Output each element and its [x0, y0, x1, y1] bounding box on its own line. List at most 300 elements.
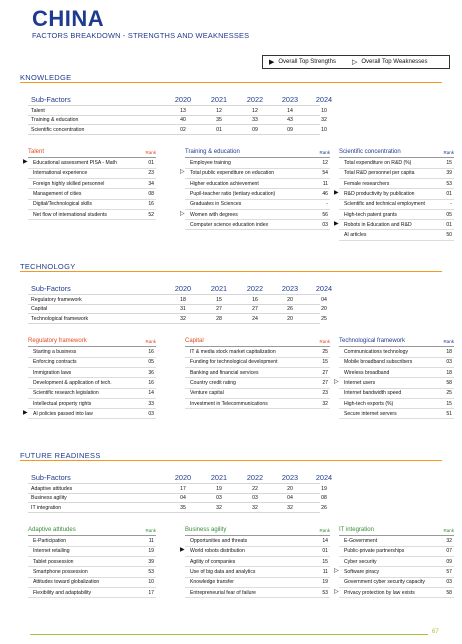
criteria-name: Country credit rating [190, 379, 236, 386]
criteria-row [23, 409, 156, 419]
criteria-row [180, 169, 330, 179]
criteria-name: Employee training [190, 160, 231, 167]
criteria-rank: 15 [322, 558, 328, 565]
criteria-row [185, 159, 330, 169]
criteria-row [185, 557, 330, 567]
rank-label: Rank [145, 528, 156, 533]
year-header: 2022 [246, 95, 264, 104]
sub-factor-name: Regulatory framework [31, 296, 82, 303]
solid-triangle-icon: ▶ [334, 189, 339, 196]
criteria-name: Development & application of tech. [33, 379, 112, 386]
sub-factor-row [28, 124, 327, 134]
criteria-row [334, 567, 454, 577]
year-header: 2023 [281, 95, 299, 104]
sub-factor-row [28, 105, 327, 115]
year-header: 2021 [210, 284, 228, 293]
sub-factor-value: 04 [321, 296, 327, 303]
criteria-row [339, 169, 454, 179]
rank-label: Rank [145, 150, 156, 155]
rank-label: Rank [443, 339, 454, 344]
criteria-name: Knowledge transfer [190, 579, 234, 586]
criteria-row [28, 368, 156, 378]
sub-factor-value: 32 [216, 504, 222, 511]
criteria-rank: 15 [322, 359, 328, 366]
sub-factors-heading: Sub-Factors [31, 284, 71, 293]
sub-factor-value: 04 [180, 495, 186, 501]
criteria-name: Agility of companies [190, 558, 236, 565]
criteria-rank: 18 [446, 349, 452, 356]
criteria-row [28, 399, 156, 409]
criteria-row [339, 368, 454, 378]
sub-factor-value: 02 [180, 126, 186, 133]
criteria-name: High-tech patent grants [344, 211, 397, 218]
criteria-row [339, 537, 454, 547]
criteria-row [185, 179, 330, 189]
sub-factor-value: 35 [216, 117, 222, 123]
legend-strengths-label: Overall Top Strengths [278, 59, 336, 65]
criteria-name: Female researchers [344, 180, 390, 187]
criteria-row [180, 210, 330, 220]
criteria-name: Tablet possession [33, 558, 74, 565]
sub-factor-value: 15 [216, 296, 222, 303]
criteria-row [185, 567, 330, 577]
year-header: 2024 [315, 284, 333, 293]
section-rule [20, 460, 442, 461]
criteria-name: Foreign highly skilled personnel [33, 180, 105, 187]
sub-factor-value: 32 [180, 315, 186, 322]
column-header [339, 526, 454, 536]
criteria-name: Public-private partnerships [344, 548, 405, 555]
sub-factor-name: Training & education [31, 117, 79, 123]
sub-factor-value: 20 [321, 306, 327, 312]
criteria-row [28, 179, 156, 189]
year-header: 2022 [246, 284, 264, 293]
criteria-name: Scientific and technical employment [344, 201, 425, 208]
sub-factor-name: Adaptive attitudes [31, 485, 73, 492]
sub-factor-row [28, 304, 327, 314]
criteria-name: Net flow of international students [33, 211, 107, 218]
sub-factor-value: 16 [252, 296, 258, 303]
criteria-name: Flexibility and adaptability [33, 589, 92, 596]
criteria-name: Mobile broadband subscribers [344, 359, 413, 366]
sub-factor-row [28, 502, 327, 512]
criteria-name: Banking and financial services [190, 369, 259, 376]
criteria-row [185, 220, 330, 230]
year-header: 2020 [174, 284, 192, 293]
sub-factor-value: 27 [216, 306, 222, 312]
criteria-row [28, 189, 156, 199]
sub-factor-value: 27 [252, 306, 258, 312]
solid-triangle-icon: ▶ [269, 58, 275, 66]
year-header: 2020 [174, 95, 192, 104]
criteria-name: Internet retailing [33, 548, 70, 555]
criteria-rank: 16 [148, 349, 154, 356]
criteria-row [334, 220, 454, 230]
criteria-rank: 23 [148, 170, 154, 177]
column-title: Capital [185, 338, 204, 344]
criteria-rank: 32 [322, 400, 328, 407]
column-header [339, 148, 454, 158]
sub-factor-value: 17 [180, 485, 186, 492]
criteria-name: IT & media stock market capitalization [190, 349, 276, 356]
criteria-rank: 15 [446, 160, 452, 167]
criteria-rank: 58 [446, 379, 452, 386]
sub-factor-value: 10 [321, 126, 327, 133]
criteria-row [334, 378, 454, 388]
criteria-name: Women with degrees [190, 211, 238, 218]
criteria-row [28, 567, 156, 577]
criteria-name: Computer science education index [190, 221, 269, 228]
criteria-rank: 07 [446, 548, 452, 555]
criteria-name: Graduates in Sciences [190, 201, 242, 208]
criteria-name: Total expenditure on R&D (%) [344, 160, 412, 167]
outline-triangle-icon: ▷ [180, 169, 185, 176]
sub-factor-value: 33 [252, 117, 258, 123]
criteria-name: Wireless broadband [344, 369, 390, 376]
criteria-rank: 11 [148, 538, 154, 545]
sub-factor-value: 20 [287, 296, 293, 303]
sub-factor-value: 03 [252, 495, 258, 501]
criteria-name: Intellectual property rights [33, 400, 92, 407]
sub-factors-heading: Sub-Factors [31, 473, 71, 482]
page-title: CHINA [32, 6, 105, 31]
criteria-row [185, 578, 330, 588]
criteria-name: Management of cities [33, 190, 82, 197]
criteria-row [334, 588, 454, 598]
section-rule [20, 82, 442, 83]
criteria-rank: 53 [322, 589, 328, 596]
criteria-row [334, 189, 454, 199]
criteria-row [185, 368, 330, 378]
criteria-row [28, 348, 156, 358]
criteria-row [185, 348, 330, 358]
criteria-rank: 08 [148, 190, 154, 197]
criteria-rank: 19 [148, 548, 154, 555]
criteria-rank: 03 [446, 359, 452, 366]
criteria-rank: 27 [322, 369, 328, 376]
criteria-name: Funding for technological development [190, 359, 278, 366]
criteria-name: Secure internet servers [344, 410, 397, 417]
sub-factor-row [28, 115, 327, 125]
sub-factor-name: Capital [31, 306, 48, 312]
criteria-rank: 27 [322, 379, 328, 386]
criteria-name: E-Government [344, 538, 378, 545]
outline-triangle-icon: ▷ [351, 58, 358, 66]
criteria-rank: 17 [148, 589, 154, 596]
criteria-name: Internet bandwidth speed [344, 390, 402, 397]
criteria-name: Higher education achievement [190, 180, 259, 187]
sub-factor-value: 12 [252, 107, 258, 114]
criteria-rank: 03 [322, 221, 328, 228]
criteria-rank: 11 [322, 568, 328, 575]
sub-factor-row [28, 313, 327, 323]
sub-factor-divider [28, 134, 320, 135]
criteria-row [185, 537, 330, 547]
criteria-row [339, 547, 454, 557]
criteria-rank: 18 [446, 369, 452, 376]
sub-factor-value: 20 [287, 485, 293, 492]
legend-weaknesses-label: Overall Top Weaknesses [361, 59, 428, 65]
sub-factor-name: Scientific concentration [31, 126, 85, 133]
criteria-row [339, 409, 454, 419]
criteria-name: Robots in Education and R&D [344, 221, 412, 228]
sub-factor-value: 04 [287, 495, 293, 501]
sub-factor-value: 12 [216, 107, 222, 114]
sub-factor-value: 08 [321, 495, 327, 501]
criteria-rank: 36 [148, 369, 154, 376]
sub-factors-heading: Sub-Factors [31, 95, 71, 104]
legend-weaknesses [352, 59, 428, 66]
rank-label: Rank [319, 528, 330, 533]
column-title: Technological framework [339, 338, 406, 344]
criteria-row [339, 348, 454, 358]
sub-factor-row [28, 493, 327, 503]
criteria-name: R&D productivity by publication [344, 190, 415, 197]
criteria-rank: 01 [446, 190, 452, 197]
rank-label: Rank [319, 150, 330, 155]
criteria-name: Attitudes toward globalization [33, 579, 100, 586]
criteria-rank: 58 [446, 589, 452, 596]
criteria-rank: 25 [446, 390, 452, 397]
criteria-row [339, 159, 454, 169]
criteria-rank: 39 [446, 170, 452, 177]
criteria-rank: - [326, 201, 328, 208]
criteria-row [28, 358, 156, 368]
page-subtitle: FACTORS BREAKDOWN - STRENGTHS AND WEAKNESSES [32, 31, 250, 40]
criteria-name: Entrepreneurial fear of failure [190, 589, 256, 596]
criteria-row [339, 557, 454, 567]
criteria-rank: 01 [322, 548, 328, 555]
sub-factor-name: Talent [31, 107, 45, 114]
sub-factor-value: 19 [321, 485, 327, 492]
sub-factor-value: 28 [216, 315, 222, 322]
column-title: Training & education [185, 149, 240, 155]
column-header [339, 337, 454, 347]
rank-label: Rank [443, 528, 454, 533]
rank-label: Rank [319, 339, 330, 344]
criteria-rank: 46 [322, 190, 328, 197]
sub-factor-value: 32 [252, 504, 258, 511]
criteria-rank: 34 [148, 180, 154, 187]
sub-factor-value: 26 [321, 504, 327, 511]
criteria-name: Government cyber security capacity [344, 579, 425, 586]
criteria-row [339, 399, 454, 409]
sub-factor-value: 09 [287, 126, 293, 133]
criteria-rank: 19 [322, 579, 328, 586]
solid-triangle-icon: ▶ [334, 220, 339, 227]
sub-factor-value: 31 [180, 306, 186, 312]
criteria-row [339, 210, 454, 220]
sub-factor-row [28, 483, 327, 493]
column-title: Adaptive attitudes [28, 527, 76, 533]
criteria-rank: 09 [446, 558, 452, 565]
sub-factor-row [28, 294, 327, 304]
outline-triangle-icon: ▷ [334, 588, 339, 595]
criteria-row [28, 378, 156, 388]
criteria-name: Digital/Technological skills [33, 201, 92, 208]
sub-factor-value: 22 [252, 485, 258, 492]
criteria-name: Immigration laws [33, 369, 72, 376]
criteria-row [185, 189, 330, 199]
outline-triangle-icon: ▷ [180, 210, 185, 217]
sub-factor-divider [28, 323, 320, 324]
sub-factor-value: 01 [216, 126, 222, 133]
criteria-name: Total R&D personnel per capita [344, 170, 415, 177]
criteria-row [339, 578, 454, 588]
criteria-row [339, 389, 454, 399]
criteria-name: High-tech exports (%) [344, 400, 394, 407]
column-title: Business agility [185, 527, 227, 533]
criteria-rank: 51 [446, 410, 452, 417]
year-header: 2023 [281, 284, 299, 293]
criteria-row [339, 179, 454, 189]
criteria-row [180, 547, 330, 557]
sub-factor-value: 03 [216, 495, 222, 501]
column-header [28, 526, 156, 536]
criteria-name: World robots distribution [190, 548, 245, 555]
criteria-rank: 03 [446, 579, 452, 586]
criteria-row [185, 399, 330, 409]
year-header: 2021 [210, 473, 228, 482]
criteria-row [185, 358, 330, 368]
criteria-name: Pupil-teacher ratio (tertiary education) [190, 190, 276, 197]
section-title: FUTURE READINESS [20, 451, 101, 460]
criteria-row [185, 389, 330, 399]
sub-factor-value: 43 [287, 117, 293, 123]
criteria-rank: 16 [148, 201, 154, 208]
column-header [185, 148, 330, 158]
criteria-name: Venture capital [190, 390, 224, 397]
sub-factor-name: IT integration [31, 504, 62, 511]
year-header: 2023 [281, 473, 299, 482]
column-header [185, 526, 330, 536]
criteria-rank: 54 [322, 170, 328, 177]
criteria-row [185, 200, 330, 210]
criteria-rank: 15 [446, 400, 452, 407]
criteria-row [185, 378, 330, 388]
sub-factor-value: 24 [252, 315, 258, 322]
year-header: 2020 [174, 473, 192, 482]
criteria-rank: 12 [322, 160, 328, 167]
criteria-rank: 53 [446, 180, 452, 187]
sub-factor-value: 40 [180, 117, 186, 123]
sub-factor-divider [28, 512, 320, 513]
criteria-rank: 10 [148, 579, 154, 586]
criteria-name: E-Participation [33, 538, 67, 545]
criteria-row [28, 537, 156, 547]
criteria-name: AI articles [344, 232, 367, 239]
criteria-row [28, 557, 156, 567]
sub-factor-value: 18 [180, 296, 186, 303]
criteria-rank: 05 [148, 359, 154, 366]
criteria-row [28, 169, 156, 179]
footer-rule [30, 634, 428, 635]
criteria-name: Scientific research legislation [33, 390, 99, 397]
rank-label: Rank [145, 339, 156, 344]
criteria-name: Investment in Telecommunications [190, 400, 268, 407]
year-header: 2024 [315, 473, 333, 482]
criteria-rank: 03 [148, 410, 154, 417]
criteria-rank: 50 [446, 232, 452, 239]
criteria-rank: 53 [148, 568, 154, 575]
criteria-rank: 01 [446, 221, 452, 228]
criteria-rank: 14 [148, 390, 154, 397]
outline-triangle-icon: ▷ [334, 567, 339, 574]
sub-factor-value: 20 [287, 315, 293, 322]
criteria-name: Privacy protection by law exists [344, 589, 415, 596]
criteria-rank: 16 [148, 379, 154, 386]
criteria-row [28, 547, 156, 557]
year-header: 2024 [315, 95, 333, 104]
criteria-rank: - [450, 201, 452, 208]
section-title: TECHNOLOGY [20, 262, 76, 271]
criteria-name: Starting a business [33, 349, 77, 356]
criteria-rank: 01 [148, 160, 154, 167]
criteria-name: AI policies passed into law [33, 410, 93, 417]
criteria-name: International experience [33, 170, 88, 177]
sub-factor-value: 25 [321, 315, 327, 322]
criteria-name: Use of big data and analytics [190, 568, 256, 575]
criteria-rank: 32 [446, 538, 452, 545]
sub-factor-value: 14 [287, 107, 293, 114]
sub-factor-value: 13 [180, 107, 186, 114]
column-header [28, 148, 156, 158]
sub-factor-value: 26 [287, 306, 293, 312]
outline-triangle-icon: ▷ [334, 378, 339, 385]
sub-factor-name: Business agility [31, 495, 67, 501]
solid-triangle-icon: ▶ [23, 159, 28, 166]
criteria-rank: 39 [148, 558, 154, 565]
sub-factor-value: 09 [252, 126, 258, 133]
criteria-name: Educational assessment PISA - Math [33, 160, 117, 167]
criteria-row [23, 159, 156, 169]
sub-factor-value: 19 [216, 485, 222, 492]
criteria-rank: 14 [322, 538, 328, 545]
column-title: Regulatory framework [28, 338, 87, 344]
criteria-row [28, 210, 156, 220]
section-rule [20, 271, 442, 272]
column-title: Scientific concentration [339, 149, 401, 155]
criteria-name: Communications technology [344, 349, 408, 356]
criteria-rank: 57 [446, 568, 452, 575]
sub-factor-value: 32 [321, 117, 327, 123]
column-title: Talent [28, 149, 45, 155]
year-header: 2022 [246, 473, 264, 482]
criteria-rank: 33 [148, 400, 154, 407]
criteria-name: Software piracy [344, 568, 380, 575]
solid-triangle-icon: ▶ [180, 547, 185, 554]
solid-triangle-icon: ▶ [23, 409, 28, 416]
sub-factor-value: 10 [321, 107, 327, 114]
sub-factor-value: 32 [287, 504, 293, 511]
legend [262, 55, 450, 69]
criteria-row [28, 588, 156, 598]
criteria-name: Enforcing contracts [33, 359, 77, 366]
criteria-name: Cyber security [344, 558, 377, 565]
criteria-name: Total public expenditure on education [190, 170, 275, 177]
year-header: 2021 [210, 95, 228, 104]
criteria-row [185, 588, 330, 598]
column-header [185, 337, 330, 347]
criteria-rank: 52 [148, 211, 154, 218]
criteria-name: Opportunities and threats [190, 538, 248, 545]
legend-strengths [269, 59, 336, 66]
criteria-row [28, 578, 156, 588]
rank-label: Rank [443, 150, 454, 155]
section-title: KNOWLEDGE [20, 73, 72, 82]
criteria-rank: 05 [446, 211, 452, 218]
criteria-row [28, 389, 156, 399]
